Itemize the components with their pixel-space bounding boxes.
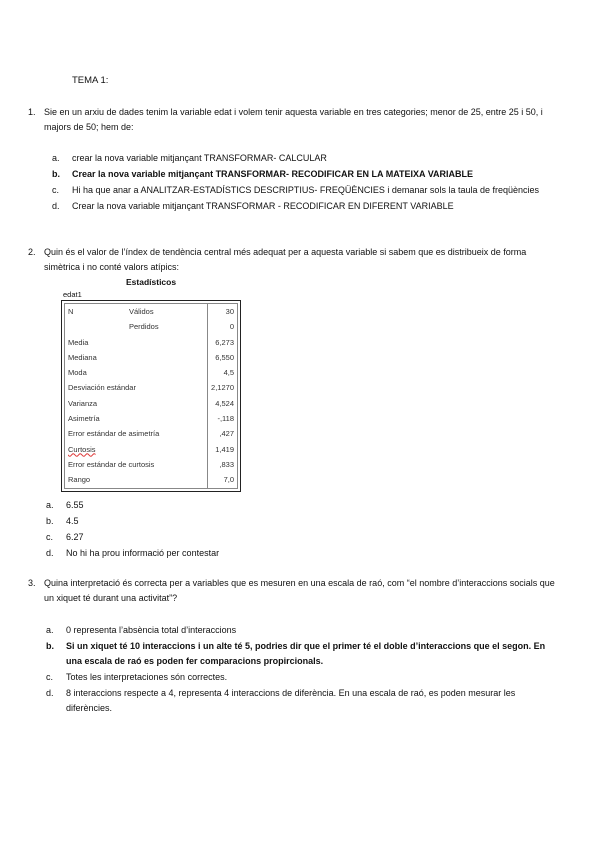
- stats-row-label: Desviación estándar: [68, 383, 136, 393]
- option-d: [46, 546, 546, 561]
- stats-row-value: ,833: [219, 459, 234, 469]
- stats-row-value: -,118: [217, 414, 234, 424]
- option-d: [52, 199, 552, 214]
- stats-table-row: [65, 380, 237, 395]
- stats-row-value: 30: [225, 307, 234, 316]
- option-text: Totes les interpretaciones són correctes.: [66, 672, 228, 682]
- stats-row-value: 6,550: [215, 352, 234, 362]
- stats-table-row: [65, 319, 237, 334]
- stats-row-label: Rango: [68, 475, 91, 485]
- question-number: 3.: [28, 578, 36, 588]
- stats-table-row: [65, 411, 237, 426]
- question-text: Sie en un arxiu de dades tenim la variable edat i volem tenir aquesta variable en tres categories; menor de 25, entre 25 i 50, i majors de 50; hem de:: [44, 107, 543, 132]
- question-1-options: [52, 151, 552, 215]
- option-text: Hi ha que anar a ANALITZAR-ESTADÍSTICS DESCRIPTIUS- FREQÜÈNCIES i demanar sols la taula de freqüències: [72, 185, 540, 195]
- option-d: [46, 686, 546, 716]
- stats-row-label: Moda: [68, 368, 87, 378]
- stats-row-value: 6,273: [215, 337, 234, 347]
- stats-row-label: N: [68, 307, 74, 316]
- option-c: [46, 670, 546, 685]
- stats-row-value: ,427: [219, 429, 234, 439]
- option-a: [46, 498, 546, 513]
- stats-row-value: 1,419: [215, 444, 234, 454]
- question-2-options: [46, 498, 546, 562]
- stats-row-sublabel: Válidos: [129, 307, 154, 316]
- question-text: Quina interpretació és correcta per a variables que es mesuren en una escala de raó, com “el nombre d’interaccions socials que un xiquet té durant una activitat”?: [44, 578, 555, 603]
- option-label: a.: [52, 153, 60, 163]
- stats-row-label: Error estándar de asimetría: [68, 429, 160, 439]
- option-label: d.: [46, 688, 54, 698]
- stats-table-row: [65, 472, 237, 487]
- page-title: TEMA 1:: [72, 75, 109, 86]
- option-text: 8 interaccions respecte a 4, representa 4 interaccions de diferència. En una escala de raó, es poden mesurar les diferències.: [66, 688, 516, 713]
- stats-table-row: [65, 335, 237, 350]
- option-text: Si un xiquet té 10 interaccions i un alte té 5, podries dir que el primer té el doble d’interaccions que el segon. En una escala de raó es poden fer comparacions propircionals.: [66, 641, 546, 666]
- stats-row-label: Varianza: [68, 398, 98, 408]
- option-text: No hi ha prou informació per contestar: [66, 548, 220, 558]
- stats-table-row: [65, 365, 237, 380]
- option-text: 4.5: [66, 516, 79, 526]
- question-text: Quin és el valor de l’índex de tendència central més adequat per a aquesta variable si sabem que es distribueix de forma simètrica i no conté valors atípics:: [44, 247, 527, 272]
- stats-row-label: Curtosis: [68, 444, 96, 454]
- stats-table-row: [65, 426, 237, 441]
- option-a: [52, 151, 552, 166]
- option-text: Crear la nova variable mitjançant TRANSFORMAR - RECODIFICAR EN DIFERENT VARIABLE: [72, 201, 454, 211]
- option-a: [46, 623, 546, 638]
- option-label: d.: [52, 201, 60, 211]
- stats-row-value: 0: [229, 322, 234, 332]
- option-label: c.: [46, 672, 54, 682]
- stats-table-variable: edat1: [63, 290, 82, 299]
- option-b: [52, 167, 552, 182]
- option-label: c.: [46, 532, 54, 542]
- stats-row-label: Asimetría: [68, 414, 100, 424]
- stats-row-value: 7,0: [223, 475, 234, 485]
- stats-row-value: 4,5: [223, 368, 234, 378]
- option-text: crear la nova variable mitjançant TRANSFORMAR- CALCULAR: [72, 153, 327, 163]
- option-text: Crear la nova variable mitjançant: [72, 169, 216, 179]
- stats-table-row: [65, 350, 237, 365]
- stats-table-row: [65, 396, 237, 411]
- option-b: [46, 639, 546, 669]
- stats-table: [61, 300, 241, 492]
- stats-table-row: [65, 442, 237, 457]
- option-label: b.: [52, 169, 60, 179]
- stats-row-label: Media: [68, 337, 89, 347]
- stats-row-sublabel: Perdidos: [129, 322, 159, 332]
- stats-table-title: Estadísticos: [126, 277, 177, 287]
- question-3-options: [46, 623, 546, 717]
- option-label: a.: [46, 500, 54, 510]
- option-b: [46, 514, 546, 529]
- option-text: 6.55: [66, 500, 84, 510]
- option-text-bold: TRANSFORMAR- RECODIFICAR EN LA MATEIXA VARIABLE: [215, 169, 474, 179]
- option-label: d.: [46, 548, 54, 558]
- question-number: 1.: [28, 107, 36, 117]
- stats-table-row: [65, 457, 237, 472]
- stats-table-body: [64, 303, 238, 489]
- option-text: 0 representa l’absència total d’interaccions: [66, 625, 237, 635]
- option-label: c.: [52, 185, 60, 195]
- option-c: [52, 183, 552, 198]
- question-number: 2.: [28, 247, 36, 257]
- option-c: [46, 530, 546, 545]
- option-label: a.: [46, 625, 54, 635]
- option-label: b.: [46, 641, 54, 651]
- option-label: b.: [46, 516, 54, 526]
- stats-row-value: 2,1270: [211, 383, 234, 393]
- stats-row-label: Error estándar de curtosis: [68, 459, 155, 469]
- stats-row-label: Mediana: [68, 352, 97, 362]
- stats-table-row: [65, 304, 237, 319]
- stats-row-value: 4,524: [215, 398, 234, 408]
- option-text: 6.27: [66, 532, 84, 542]
